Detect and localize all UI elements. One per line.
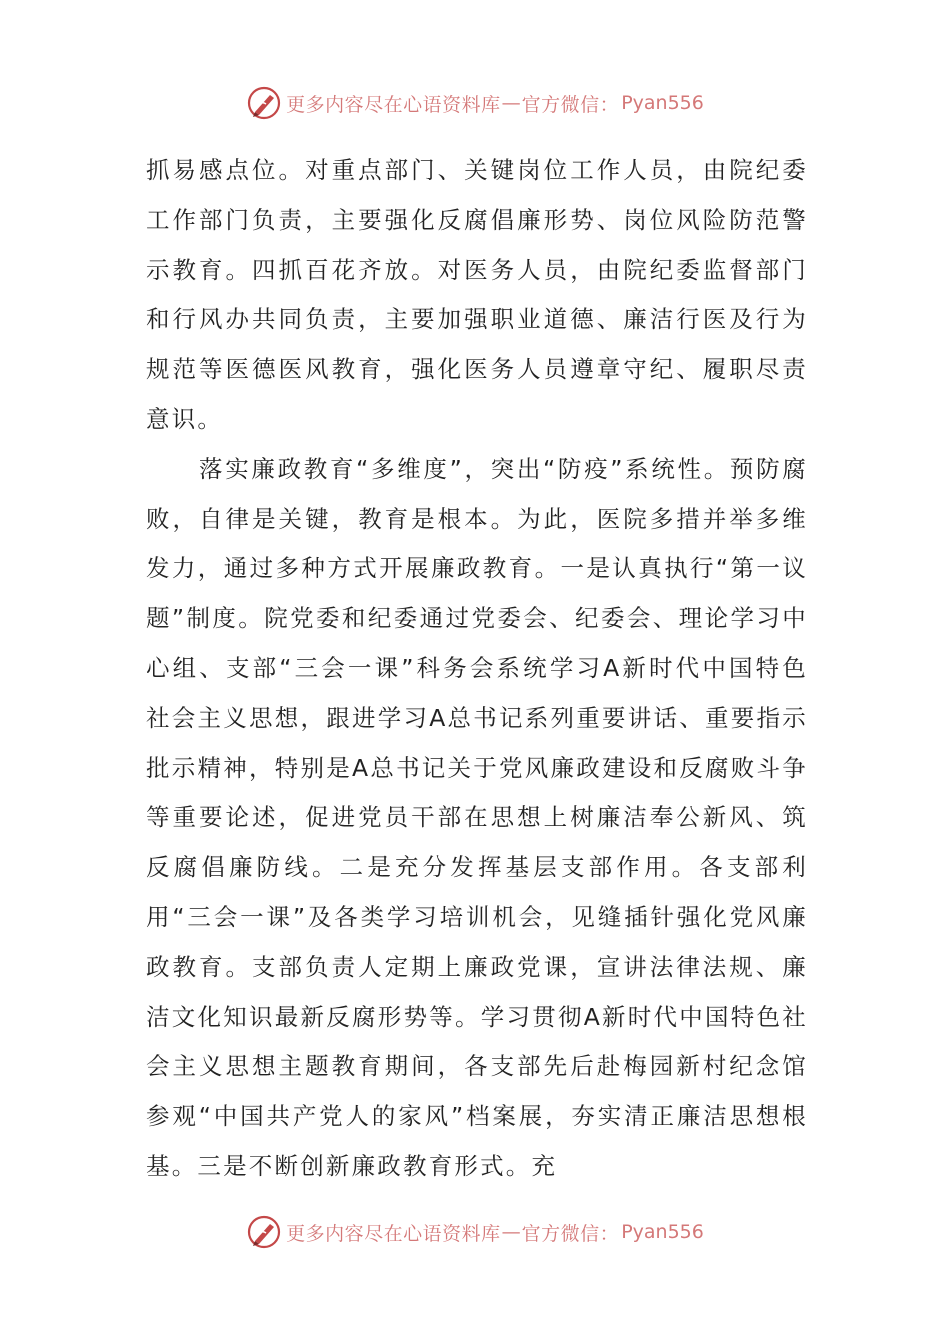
watermark-wechat-id: Pyan556 — [621, 1221, 704, 1243]
watermark-separator: — — [501, 1221, 521, 1243]
document-body — [146, 146, 808, 1192]
watermark-header — [0, 83, 950, 123]
watermark-wechat-label: 官方微信： — [521, 1222, 620, 1245]
watermark-wechat-label: 官方微信： — [521, 93, 620, 116]
watermark-site-text: 更多内容尽在心语资料库 — [286, 93, 501, 116]
watermark-site-text: 更多内容尽在心语资料库 — [286, 1222, 501, 1245]
paragraph-2: 落实廉政教育“多维度”，突出“防疫”系统性。预防腐败，自律是关键，教育是根本。为此，医院多措并举多维发力，通过多种方式开展廉政教育。一是认真执行“第一议题”制度。院党委和纪委通过党委会、纪委会、理论学习中心组、支部“三会一课”科务会系统学习A新时代中国特色社会主义思想，跟进学习A总书记系列重要讲话、重要指示批示精神，特别是A总书记关于党风廉政建设和反腐败斗争等重要论述，促进党员干部在思想上树廉洁奉公新风、筑反腐倡廉防线。二是充分发挥基层支部作用。各支部利用“三会一课”及各类学习培训机会，见缝插针强化党风廉政教育。支部负责人定期上廉政党课，宣讲法律法规、廉洁文化知识最新反腐形势等。学习贯彻A新时代中国特色社会主义思想主题教育期间，各支部先后赴梅园新村纪念馆参观“中国共产党人的家风”档案展，夯实清正廉洁思想根基。三是不断创新廉政教育形式。充 — [146, 454, 808, 1180]
pen-logo-icon — [246, 1214, 282, 1250]
watermark-separator: — — [501, 92, 521, 114]
paragraph-1: 抓易感点位。对重点部门、关键岗位工作人员，由院纪委工作部门负责，主要强化反腐倡廉形势、岗位风险防范警示教育。四抓百花齐放。对医务人员，由院纪委监督部门和行风办共同负责，主要加强职业道德、廉洁行医及行为规范等医德医风教育，强化医务人员遵章守纪、履职尽责意识。 — [146, 156, 808, 433]
watermark-footer — [0, 1212, 950, 1252]
pen-logo-icon — [246, 85, 282, 121]
watermark-wechat-id: Pyan556 — [621, 92, 704, 114]
